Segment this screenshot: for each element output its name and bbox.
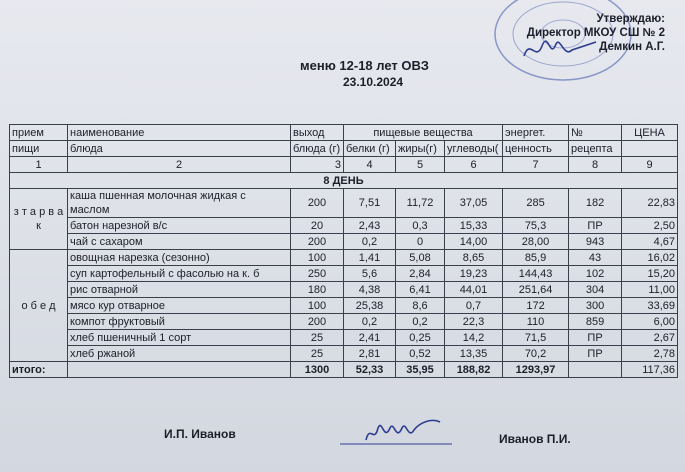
- dish-protein: 2,43: [344, 218, 396, 234]
- dish-energy: 71,5: [503, 330, 569, 346]
- dish-output: 250: [291, 266, 344, 282]
- column-number: 4: [344, 157, 396, 173]
- dish-recipe: ПР: [569, 346, 622, 362]
- dish-price: 16,02: [622, 250, 678, 266]
- dish-fat: 0,3: [396, 218, 445, 234]
- table-row: [10, 189, 678, 218]
- dish-protein: 25,38: [344, 298, 396, 314]
- dish-fat: 0,25: [396, 330, 445, 346]
- lunch-label: о б е д: [10, 250, 68, 362]
- menu-table: [9, 124, 678, 378]
- dish-energy: 172: [503, 298, 569, 314]
- dish-carbs: 15,33: [445, 218, 503, 234]
- dish-output: 25: [291, 330, 344, 346]
- dish-name: овощная нарезка (сезонно): [68, 250, 291, 266]
- dish-protein: 2,81: [344, 346, 396, 362]
- column-number: 1: [10, 157, 68, 173]
- dish-fat: 0,52: [396, 346, 445, 362]
- dish-output: 25: [291, 346, 344, 362]
- dish-fat: 0: [396, 234, 445, 250]
- dish-price: 6,00: [622, 314, 678, 330]
- dish-name: хлеб ржаной: [68, 346, 291, 362]
- dish-recipe: 304: [569, 282, 622, 298]
- dish-output: 200: [291, 314, 344, 330]
- header-energy: энергет.: [503, 125, 569, 141]
- dish-protein: 7,51: [344, 189, 396, 218]
- total-row: [10, 362, 678, 378]
- total-output: 1300: [291, 362, 344, 378]
- menu-date: 23.10.2024: [343, 75, 404, 89]
- dish-recipe: 943: [569, 234, 622, 250]
- dish-fat: 5,08: [396, 250, 445, 266]
- dish-price: 11,00: [622, 282, 678, 298]
- dish-price: 15,20: [622, 266, 678, 282]
- dish-protein: 2,41: [344, 330, 396, 346]
- header-carbs: углеводы(: [445, 141, 503, 157]
- header-price-2: [622, 141, 678, 157]
- column-number: 7: [503, 157, 569, 173]
- total-carbs: 188,82: [445, 362, 503, 378]
- dish-carbs: 14,00: [445, 234, 503, 250]
- dish-fat: 6,41: [396, 282, 445, 298]
- dish-fat: 11,72: [396, 189, 445, 218]
- dish-energy: 285: [503, 189, 569, 218]
- approval-position: Директор МКОУ СШ № 2: [526, 27, 665, 39]
- dish-name: компот фруктовый: [68, 314, 291, 330]
- dish-output: 100: [291, 250, 344, 266]
- dish-carbs: 0,7: [445, 298, 503, 314]
- header-output-2: блюда (г): [291, 141, 344, 157]
- dish-name: чай с сахаром: [68, 234, 291, 250]
- header-energy-2: ценность: [503, 141, 569, 157]
- dish-output: 20: [291, 218, 344, 234]
- dish-carbs: 22,3: [445, 314, 503, 330]
- header-recipe: рецепта: [569, 141, 622, 157]
- header-meal-2: пищи: [10, 141, 68, 157]
- dish-name: суп картофельный с фасолью на к. б: [68, 266, 291, 282]
- dish-protein: 5,6: [344, 266, 396, 282]
- header-name: наименование: [68, 125, 291, 141]
- header-fat: жиры(г): [396, 141, 445, 157]
- dish-output: 180: [291, 282, 344, 298]
- column-number: 3: [291, 157, 344, 173]
- column-number: 6: [445, 157, 503, 173]
- dish-carbs: 13,35: [445, 346, 503, 362]
- table-row: [10, 314, 678, 330]
- handwritten-signature: [336, 414, 456, 454]
- dish-carbs: 44,01: [445, 282, 503, 298]
- dish-carbs: 19,23: [445, 266, 503, 282]
- dish-energy: 28,00: [503, 234, 569, 250]
- dish-carbs: 8,65: [445, 250, 503, 266]
- total-recipe: [569, 362, 622, 378]
- header-protein: белки (г): [344, 141, 396, 157]
- dish-recipe: 102: [569, 266, 622, 282]
- dish-recipe: 300: [569, 298, 622, 314]
- total-label: итого:: [10, 362, 68, 378]
- dish-energy: 144,43: [503, 266, 569, 282]
- dish-recipe: 182: [569, 189, 622, 218]
- dish-energy: 70,2: [503, 346, 569, 362]
- dish-output: 100: [291, 298, 344, 314]
- dish-price: 4,67: [622, 234, 678, 250]
- header-nutrients: пищевые вещества: [344, 125, 503, 141]
- total-fat: 35,95: [396, 362, 445, 378]
- dish-recipe: 43: [569, 250, 622, 266]
- column-number-row: [10, 157, 678, 173]
- table-row: [10, 282, 678, 298]
- table-row: [10, 298, 678, 314]
- header-name-2: блюда: [68, 141, 291, 157]
- dish-fat: 8,6: [396, 298, 445, 314]
- dish-protein: 0,2: [344, 314, 396, 330]
- dish-protein: 0,2: [344, 234, 396, 250]
- dish-price: 22,83: [622, 189, 678, 218]
- dish-price: 2,78: [622, 346, 678, 362]
- dish-protein: 4,38: [344, 282, 396, 298]
- approval-name: Демкин А.Г.: [599, 41, 665, 53]
- dish-name: хлеб пшеничный 1 сорт: [68, 330, 291, 346]
- table-row: [10, 250, 678, 266]
- header-row-1: [10, 125, 678, 141]
- dish-name: каша пшенная молочная жидкая с маслом: [68, 189, 291, 218]
- header-row-2: [10, 141, 678, 157]
- total-price: 117,36: [622, 362, 678, 378]
- dish-fat: 0,2: [396, 314, 445, 330]
- dish-price: 33,69: [622, 298, 678, 314]
- dish-name: мясо кур отварное: [68, 298, 291, 314]
- dish-name: батон нарезной в/с: [68, 218, 291, 234]
- dish-carbs: 37,05: [445, 189, 503, 218]
- column-number: 5: [396, 157, 445, 173]
- column-number: 8: [569, 157, 622, 173]
- table-row: [10, 218, 678, 234]
- dish-energy: 85,9: [503, 250, 569, 266]
- dish-protein: 1,41: [344, 250, 396, 266]
- header-meal: прием: [10, 125, 68, 141]
- dish-price: 2,50: [622, 218, 678, 234]
- director-signature: [520, 36, 600, 64]
- approval-title: Утверждаю:: [596, 13, 665, 25]
- total-protein: 52,33: [344, 362, 396, 378]
- header-price: ЦЕНА: [622, 125, 678, 141]
- total-empty: [68, 362, 291, 378]
- column-number: 2: [68, 157, 291, 173]
- dish-output: 200: [291, 189, 344, 218]
- table-row: [10, 346, 678, 362]
- signature-name-left: И.П. Иванов: [164, 427, 236, 441]
- dish-price: 2,67: [622, 330, 678, 346]
- dish-output: 200: [291, 234, 344, 250]
- dish-recipe: ПР: [569, 218, 622, 234]
- breakfast-label: з т а р в а к: [10, 189, 68, 250]
- signature-name-right: Иванов П.И.: [499, 432, 571, 446]
- column-number: 9: [622, 157, 678, 173]
- table-row: [10, 330, 678, 346]
- table-row: [10, 266, 678, 282]
- menu-title: меню 12-18 лет ОВЗ: [300, 58, 429, 73]
- table-row: [10, 234, 678, 250]
- dish-energy: 110: [503, 314, 569, 330]
- dish-carbs: 14,2: [445, 330, 503, 346]
- dish-name: рис отварной: [68, 282, 291, 298]
- dish-fat: 2,84: [396, 266, 445, 282]
- header-output: выход: [291, 125, 344, 141]
- dish-recipe: ПР: [569, 330, 622, 346]
- header-number: №: [569, 125, 622, 141]
- day-label: 8 ДЕНЬ: [10, 173, 678, 189]
- dish-recipe: 859: [569, 314, 622, 330]
- total-energy: 1293,97: [503, 362, 569, 378]
- dish-energy: 251,64: [503, 282, 569, 298]
- dish-energy: 75,3: [503, 218, 569, 234]
- day-row: [10, 173, 678, 189]
